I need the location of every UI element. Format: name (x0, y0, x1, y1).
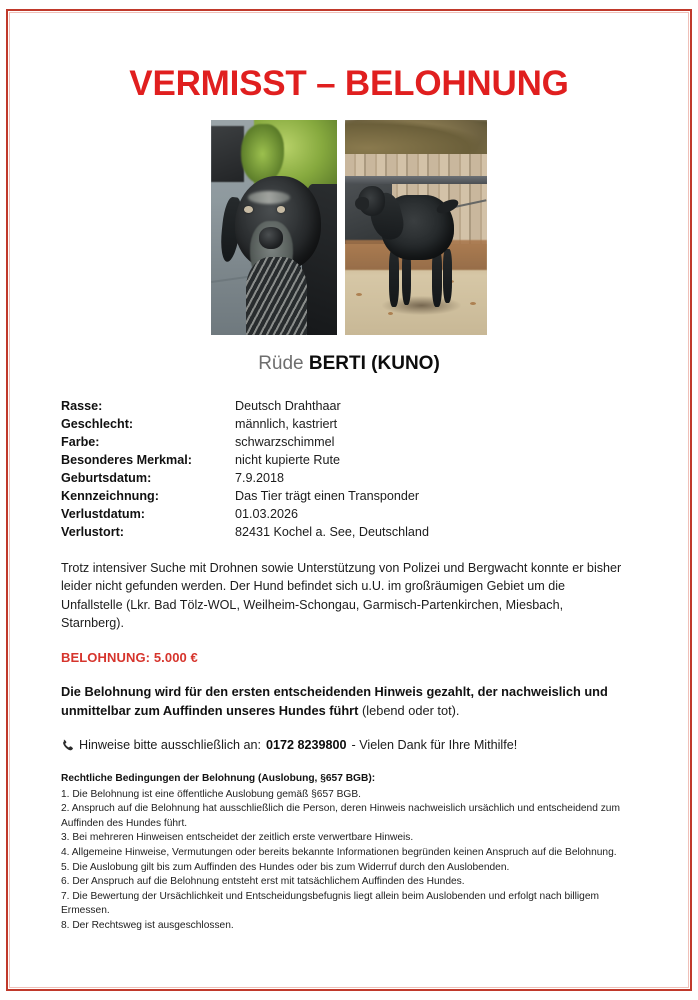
detail-value: Deutsch Drahthaar (235, 398, 341, 413)
list-item: 8. Der Rechtsweg ist ausgeschlossen. (61, 919, 234, 931)
table-row (61, 505, 640, 523)
photo-head-dark-object (211, 126, 244, 182)
list-item: 6. Der Anspruch auf die Belohnung entsteht erst mit tatsächlichem Auffinden des Hundes. (61, 876, 465, 888)
dog-name-label: BERTI (KUNO) (308, 352, 440, 374)
list-item: 5. Die Auslobung gilt bis zum Auffinden des Hundes oder bis zum Widerruf durch den Auslobenden. (61, 861, 510, 873)
list-item: 1. Die Belohnung ist eine öffentliche Auslobung gemäß §657 BGB. (61, 788, 361, 800)
detail-label: Geburtsdatum: (61, 470, 152, 485)
dog-details-table (58, 397, 640, 541)
poster-title: VERMISST – BELOHNUNG (129, 64, 569, 103)
photo-body-leaf (470, 302, 476, 305)
photo-body-dog-snout (355, 197, 369, 210)
photo-head-dog-eye-left (244, 206, 253, 213)
dog-name-heading (58, 335, 640, 376)
search-description: Trotz intensiver Suche mit Drohnen sowie Unterstützung von Polizei und Bergwacht konnte er bisher leider nicht gefunden werden. Der Hund befindet sich u.U. im großräumigen Gebiet um die Unfallstelle (Lkr. Bad Tölz-WOL, Weilheim-Schongau, Garmisch-Partenkirchen, Miesbach, Starnberg). (61, 560, 622, 631)
table-row (61, 415, 640, 433)
photo-head-dog-chest (246, 257, 306, 334)
reward-terms-bold: Die Belohnung wird für den ersten entscheidenden Hinweis gezahlt, der nachweislich und unmittelbar zum Auffinden unseres Hundes führt (61, 683, 608, 718)
detail-label: Farbe: (61, 434, 100, 449)
photo-head-dog-eye-right (277, 206, 286, 213)
table-row (61, 433, 640, 451)
photo-head-dog-nose (259, 227, 283, 249)
photo-body-dog-leg (389, 249, 399, 307)
legal-conditions (58, 754, 639, 934)
detail-label: Rasse: (61, 398, 103, 413)
detail-label: Geschlecht: (61, 416, 134, 431)
contact-suffix: - Vielen Dank für Ihre Mithilfe! (351, 737, 518, 752)
contact-phone-number[interactable]: 0172 8239800 (266, 737, 347, 752)
detail-value: 82431 Kochel a. See, Deutschland (235, 524, 429, 539)
table-row (61, 469, 640, 487)
list-item: 2. Anspruch auf die Belohnung hat ausschließlich die Person, deren Hinweis nachweislich ursächlich und entscheidend zum Auffinden des Hundes führt. (61, 803, 620, 829)
detail-label: Verlustort: (61, 524, 124, 539)
photo-head-dog-brow (248, 191, 291, 204)
table-row (61, 451, 640, 469)
dog-sex-label: Rüde (258, 352, 304, 374)
photo-body-rail (345, 176, 487, 185)
reward-headline: BELOHNUNG: 5.000 € (61, 649, 198, 665)
table-row (61, 523, 640, 541)
list-item: 3. Bei mehreren Hinweisen entscheidet der zeitlich erste verwertbare Hinweis. (61, 832, 414, 844)
photo-body-dog-leg (443, 249, 452, 303)
contact-line (58, 720, 640, 754)
reward-terms-note: (lebend oder tot). (358, 702, 460, 718)
photo-gallery (58, 120, 640, 335)
dog-photo-head (211, 120, 337, 335)
detail-label: Besonderes Merkmal: (61, 452, 192, 467)
detail-value: schwarzschimmel (235, 434, 335, 449)
detail-value: 01.03.2026 (235, 506, 299, 521)
detail-value: 7.9.2018 (235, 470, 285, 485)
list-item: 7. Die Bewertung der Ursächlichkeit und Entscheidungsbefugnis liegt allein beim Auslobenden und erfolgt nach billigem Ermessen. (61, 890, 600, 917)
detail-value: Das Tier trägt einen Transponder (235, 488, 420, 503)
detail-label: Verlustdatum: (61, 506, 145, 521)
legal-title: Rechtliche Bedingungen der Belohnung (Auslobung, §657 BGB): (61, 772, 376, 784)
phone-icon (61, 739, 74, 752)
table-row (61, 397, 640, 415)
list-item: 4. Allgemeine Hinweise, Vermutungen oder bereits bekannte Informationen begründen keinen Anspruch auf die Belohnung. (61, 846, 617, 858)
dog-photo-body (345, 120, 487, 335)
contact-prefix: Hinweise bitte ausschließlich an: (79, 737, 261, 752)
table-row (61, 487, 640, 505)
detail-value: männlich, kastriert (235, 416, 338, 431)
reward-terms (58, 665, 627, 720)
detail-value: nicht kupierte Rute (235, 452, 341, 467)
detail-label: Kennzeichnung: (61, 488, 159, 503)
